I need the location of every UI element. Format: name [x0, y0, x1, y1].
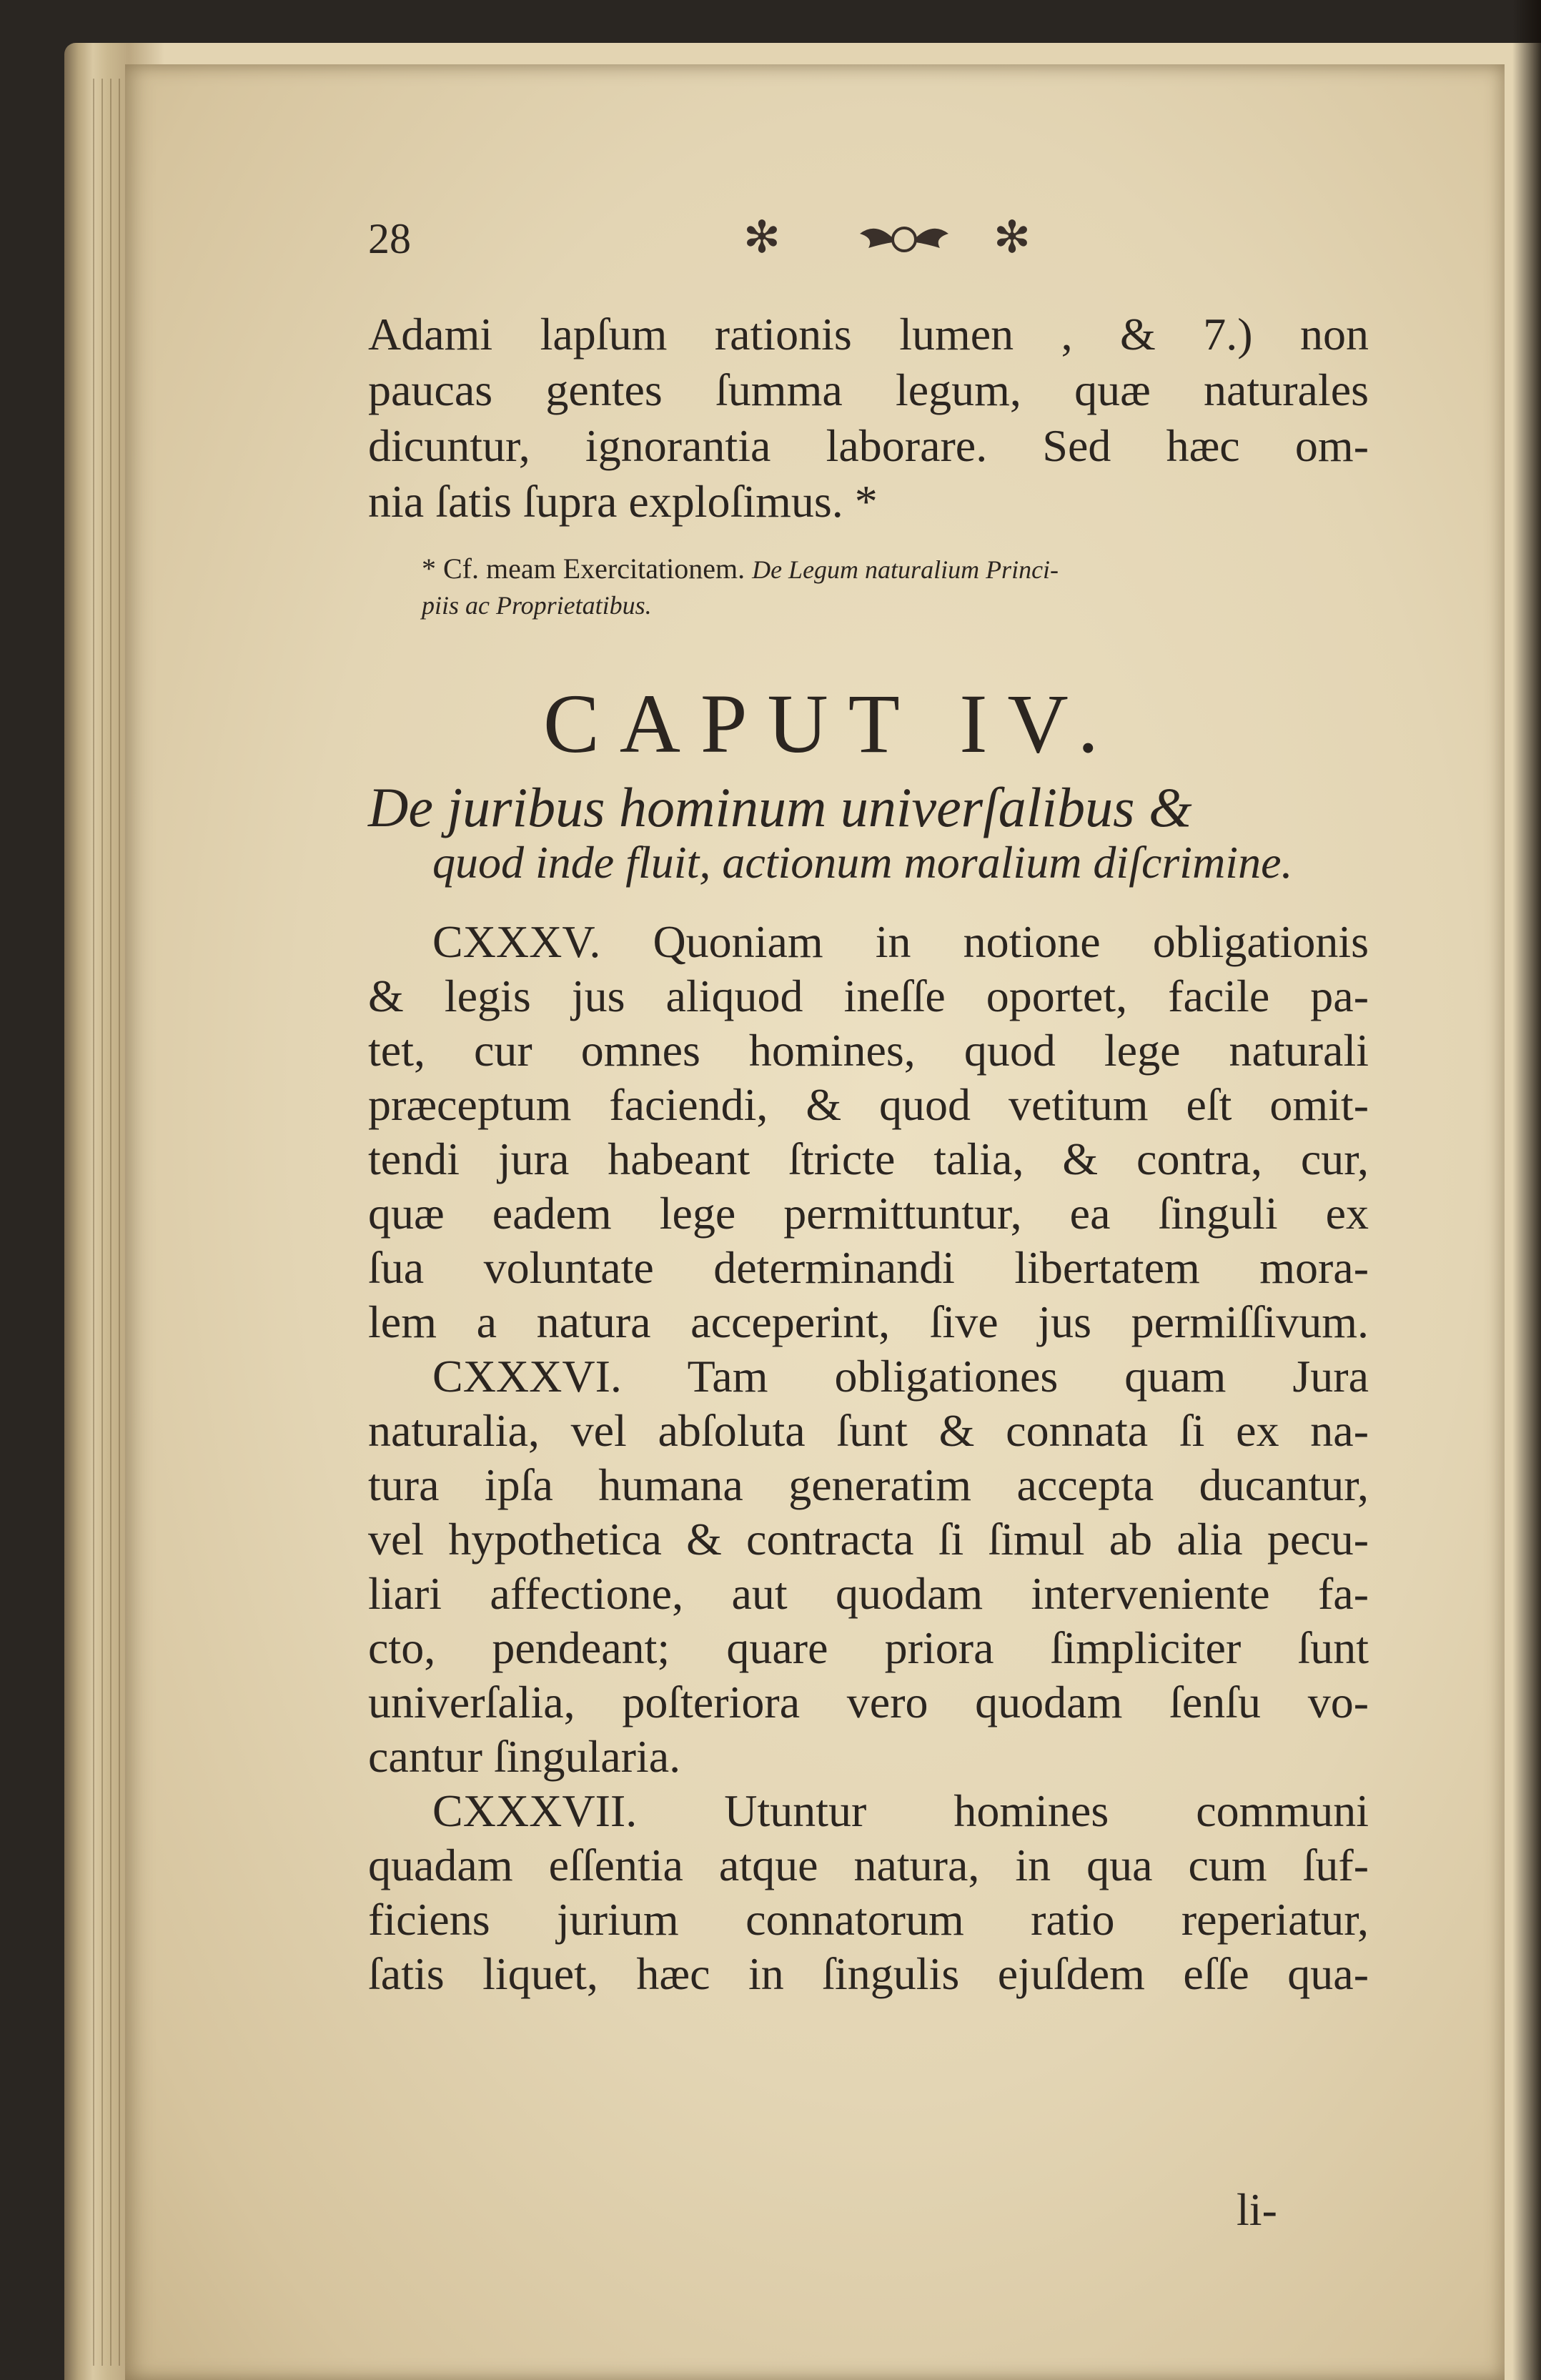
page-number: 28 — [368, 215, 411, 262]
text-line: nia ſatis ſupra exploſimus. * — [368, 476, 878, 527]
text-line: CXXXV. Quoniam in notione obligationis — [432, 916, 1369, 967]
text-line: quæ eadem lege permittuntur, ea ſinguli ex — [368, 1188, 1369, 1239]
footnote-line-2 — [422, 586, 1365, 624]
text-line: paucas gentes ſumma legum, quæ naturales — [368, 365, 1369, 415]
text-line: dicuntur, ignorantia laborare. Sed hæc om- — [368, 420, 1369, 471]
text-line: univerſalia, poſteriora vero quodam ſenſu vo- — [368, 1677, 1369, 1727]
right-edge-shadow — [1512, 0, 1541, 2380]
text-line: præceptum faciendi, & quod vetitum eſt omit- — [368, 1079, 1369, 1130]
text-line: tura ipſa humana generatim accepta ducantur, — [368, 1459, 1369, 1510]
text-line: ſua voluntate determinandi libertatem mora- — [368, 1242, 1369, 1293]
footnote-reference: * Cf. meam Exercitationem. — [422, 552, 745, 585]
header-ornament-right-icon: ✻ — [994, 214, 1031, 262]
header-ornament-left-icon: ✻ — [743, 214, 781, 262]
text-line: Adami lapſum rationis lumen , & 7.) non — [368, 309, 1369, 360]
text-line: cantur ſingularia. — [368, 1731, 681, 1782]
footnote-title-part: piis ac Proprietatibus. — [422, 591, 652, 620]
text-line: CXXXVI. Tam obligationes quam Jura — [432, 1351, 1369, 1402]
footnote-title-part: De Legum naturalium Princi- — [752, 555, 1059, 584]
text-line: ficiens jurium connatorum ratio reperiatur, — [368, 1894, 1369, 1945]
catchword: li- — [1237, 2184, 1277, 2235]
text-line: naturalia, vel abſoluta ſunt & connata ſi ex na- — [368, 1405, 1369, 1456]
text-line: quadam eſſentia atque natura, in qua cum ſuf- — [368, 1840, 1369, 1890]
text-line: cto, pendeant; quare priora ſimpliciter ſunt — [368, 1622, 1369, 1673]
text-line: lem a natura acceperint, ſive jus permiſſivum. — [368, 1296, 1369, 1347]
chapter-title: CAPUT IV. — [543, 677, 1119, 770]
cherub-ornament-icon — [854, 218, 954, 261]
text-line: CXXXVII. Utuntur homines communi — [432, 1785, 1369, 1836]
text-line: ſatis liquet, hæc in ſingulis ejuſdem eſſe qua- — [368, 1948, 1369, 1999]
text-line: tet, cur omnes homines, quod lege naturali — [368, 1025, 1369, 1076]
chapter-subtitle-line-1: De juribus hominum univerſalibus & — [368, 776, 1192, 838]
text-line: & legis jus aliquod ineſſe oportet, facile pa- — [368, 971, 1369, 1021]
text-line: tendi jura habeant ſtricte talia, & contra, cur, — [368, 1134, 1369, 1184]
text-line: liari affectione, aut quodam interveniente fa- — [368, 1568, 1369, 1619]
text-line: vel hypothetica & contracta ſi ſimul ab alia pecu- — [368, 1514, 1369, 1565]
chapter-subtitle-line-2: quod inde fluit, actionum moralium diſcrimine. — [432, 837, 1293, 888]
footnote-line-1 — [422, 550, 1365, 588]
